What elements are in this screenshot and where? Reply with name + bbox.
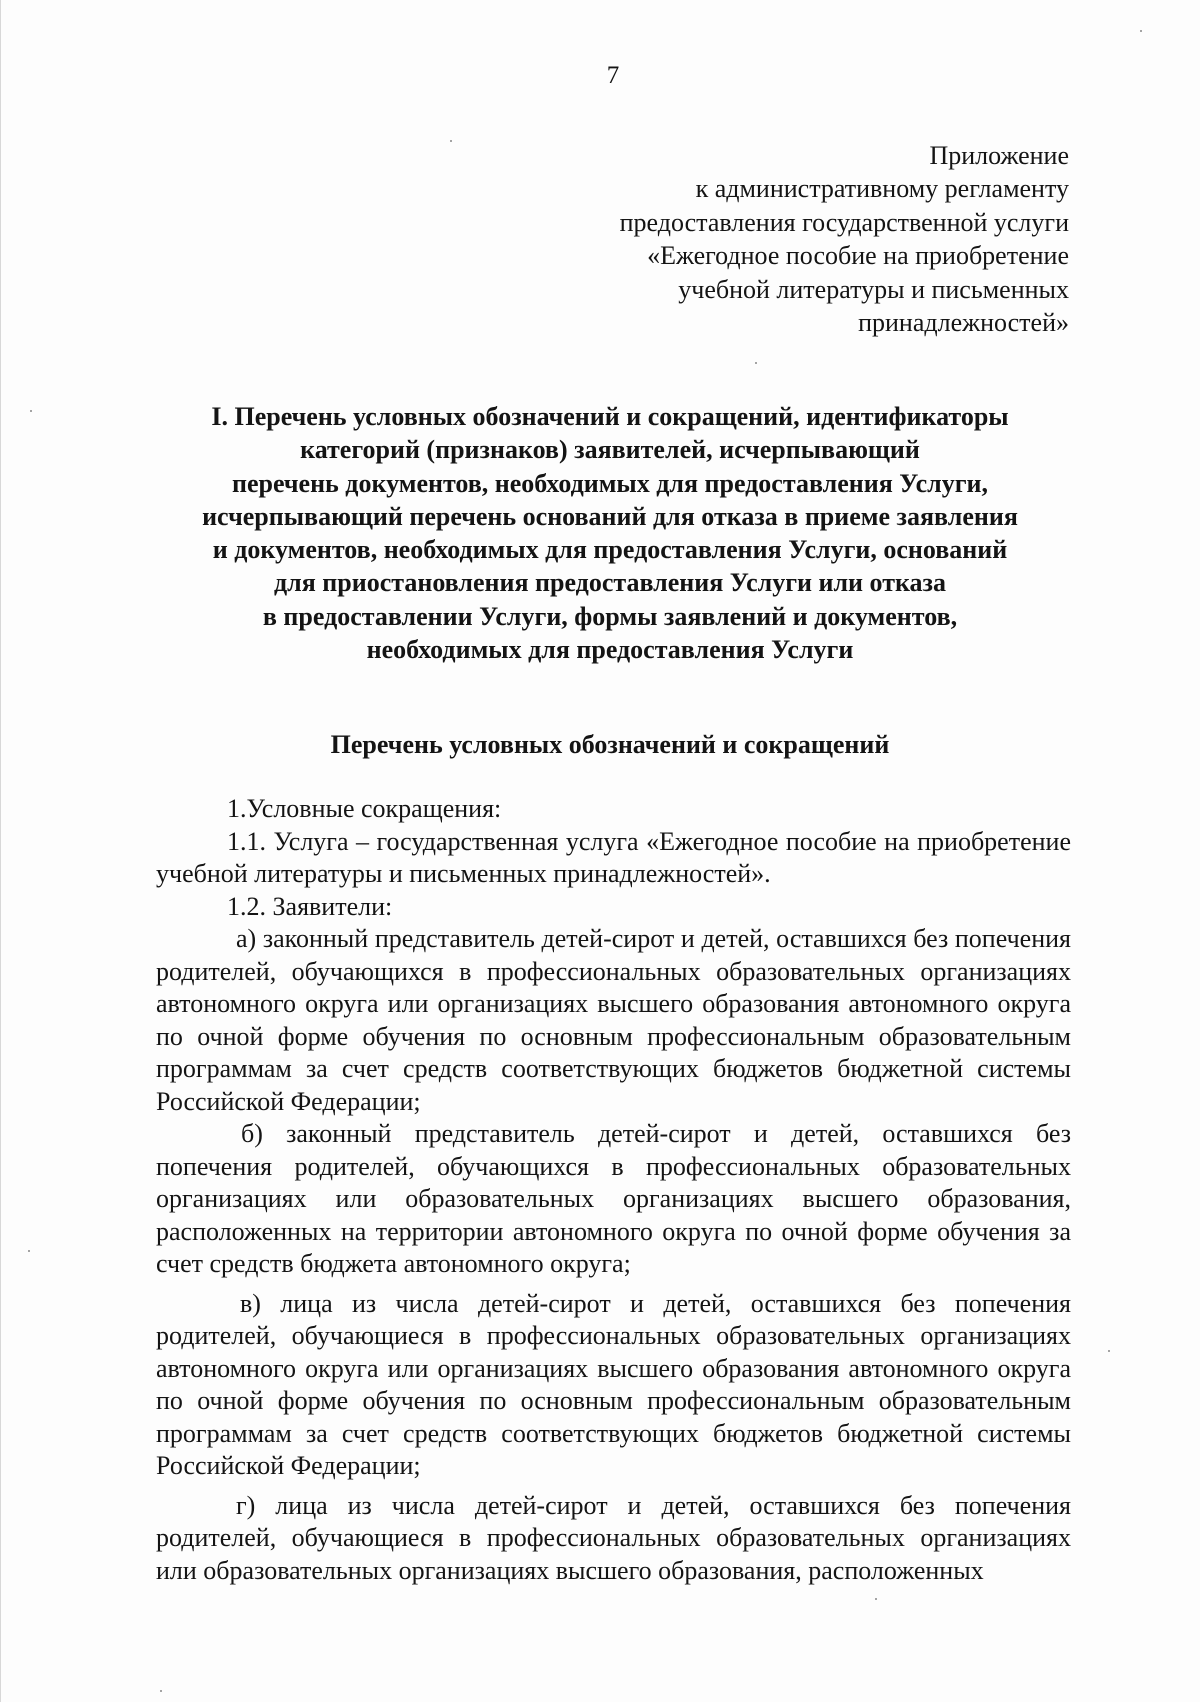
scan-speck (1108, 1350, 1110, 1352)
page-number: 7 (606, 62, 620, 89)
body-text (156, 793, 1071, 1587)
section-title-line: и документов, необходимых для предоставления Услуги, оснований (212, 535, 1008, 565)
scan-edge (0, 0, 1, 1702)
subsection-title: Перечень условных обозначений и сокращений (330, 730, 890, 759)
paragraph-1-2: 1.2. Заявители: (227, 891, 393, 921)
paragraph-v: в) лица из числа детей-сирот и детей, оставшихся без попечения родителей, обучающиеся в профессиональных образовательных организациях автономного округа или организациях высшего образования автономного округа по очной форме обучения по основным профессиональным образовательным программам за счет средств соответствующих бюджетов бюджетной системы Российской Федерации; (156, 1288, 1071, 1480)
section-title-line: в предоставлении Услуги, формы заявлений и документов, (262, 601, 958, 631)
section-title-line: исчерпывающий перечень оснований для отказа в приеме заявления (202, 501, 1018, 531)
scan-speck (755, 362, 757, 364)
paragraph-a: а) законный представитель детей-сирот и детей, оставшихся без попечения родителей, обучающихся в профессиональных образовательных организациях автономного округа или организациях высшего образования автономного округа по очной форме обучения по основным профессиональным образовательным программам за счет средств соответствующих бюджетов бюджетной системы Российской Федерации; (156, 924, 1071, 1116)
paragraph-b: б) законный представитель детей-сирот и детей, оставшихся без попечения родителей, обучающихся в профессиональных образовательных организациях или образовательных организациях высшего образования, расположенных на территории автономного округа по очной форме обучения за счет средств бюджета автономного округа; (156, 1119, 1071, 1278)
section-title-line: перечень документов, необходимых для предоставления Услуги, (232, 468, 988, 498)
section-title-line: необходимых для предоставления Услуги (366, 635, 854, 665)
paragraph-g: г) лица из числа детей-сирот и детей, оставшихся без попечения родителей, обучающиеся в профессиональных образовательных организациях или образовательных организациях высшего образования, расположенных (156, 1490, 1071, 1585)
annex-line: «Ежегодное пособие на приобретение (647, 241, 1069, 271)
scan-speck (160, 1690, 162, 1692)
annex-line: предоставления государственной услуги (619, 207, 1069, 237)
section-title-line: I. Перечень условных обозначений и сокращений, идентификаторы (211, 402, 1009, 431)
paragraph-1: 1.Условные сокращения: (227, 794, 502, 823)
scan-speck (30, 410, 32, 412)
scan-speck (28, 1250, 30, 1252)
section-title-line: категорий (признаков) заявителей, исчерпывающий (300, 435, 920, 465)
annex-line: принадлежностей» (858, 308, 1069, 338)
scan-speck (450, 140, 452, 142)
section-title (150, 400, 1070, 666)
annex-line: учебной литературы и письменных (678, 274, 1069, 304)
scan-speck (1140, 30, 1142, 32)
paragraph-1-1: 1.1. Услуга – государственная услуга «Ежегодное пособие на приобретение учебной литературы и письменных принадлежностей». (156, 826, 1071, 888)
annex-line: к административному регламенту (695, 174, 1069, 204)
annex-header (509, 139, 1069, 339)
scan-speck (875, 1598, 877, 1600)
annex-line: Приложение (929, 141, 1069, 170)
section-title-line: для приостановления предоставления Услуги или отказа (273, 568, 946, 598)
